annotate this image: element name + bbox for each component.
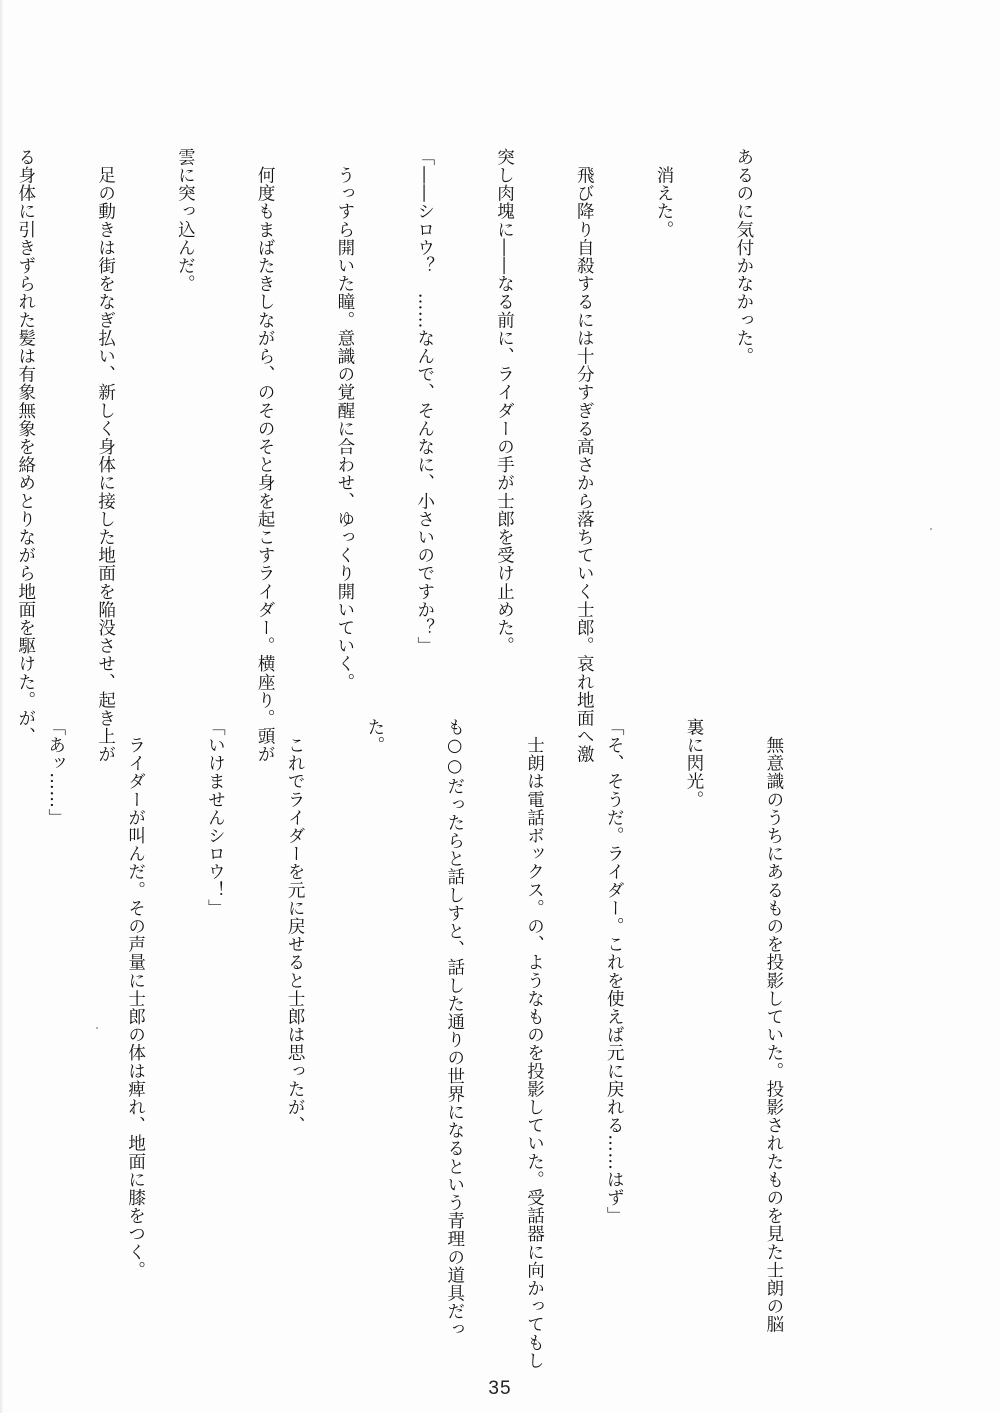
text-line: これでライダーを元に戻せると士郎は思ったが、 [285, 718, 306, 1135]
text-line: うっすら開いた瞳。意識の覚醒に合わせ、ゆっくり開いていく。 [334, 148, 355, 691]
text-line: ライダーが叫んだ。その声量に士郎の体は痺れ、地面に膝をつく。 [125, 718, 146, 1280]
text-line: 無意識のうちにあるものを投影していた。投影されたものを見た士朗の脳 [763, 718, 784, 1334]
text-line: 消えた。 [654, 148, 675, 239]
text-line: た。 [364, 718, 385, 755]
text-line: 突し肉塊に――なる前に、ライダーの手が士郎を受け止めた。 [494, 148, 515, 655]
text-line: も○○だったらと話しすと、話した通りの世界になるという青理の道具だっ [444, 718, 465, 1339]
text-line: 士朗は電話ボックス。の、ようなものを投影していた。受話器に向かってもし [524, 718, 545, 1370]
text-line: 「あッ……」 [45, 718, 66, 827]
text-line: 「いけませんシロウ！」 [205, 718, 226, 918]
text-line: 裏に閃光。 [684, 718, 705, 809]
page-number: 35 [488, 1378, 512, 1399]
text-line: 飛び降り自殺するには十分すぎる高さから落ちていく士郎。哀れ地面へ激 [574, 148, 595, 764]
scan-speck [930, 528, 932, 530]
text-line: あるのに気付かなかった。 [733, 148, 754, 366]
text-line: 雲に突っ込んだ。 [175, 148, 196, 293]
text-line: 「そ、そうだ。ライダー。これを使えば元に戻れる……はず」 [604, 718, 625, 1225]
text-line: る身体に引きずられた髪は有象無象を絡めとりながら地面を駆けた。が、 [15, 148, 36, 746]
lower-text-block [45, 718, 840, 1370]
scan-speck [96, 1027, 98, 1029]
text-line: 「――シロウ？ ……なんで、そんなに、小さいのですか？」 [414, 148, 435, 655]
text-line: 何度もまばたきしながら、のそのそと身を起こすライダー。横座り。頭が [255, 148, 276, 764]
text-line: 足の動きは街をなぎ払い、新しく身体に接した地面を陥没させ、起き上が [95, 148, 116, 764]
